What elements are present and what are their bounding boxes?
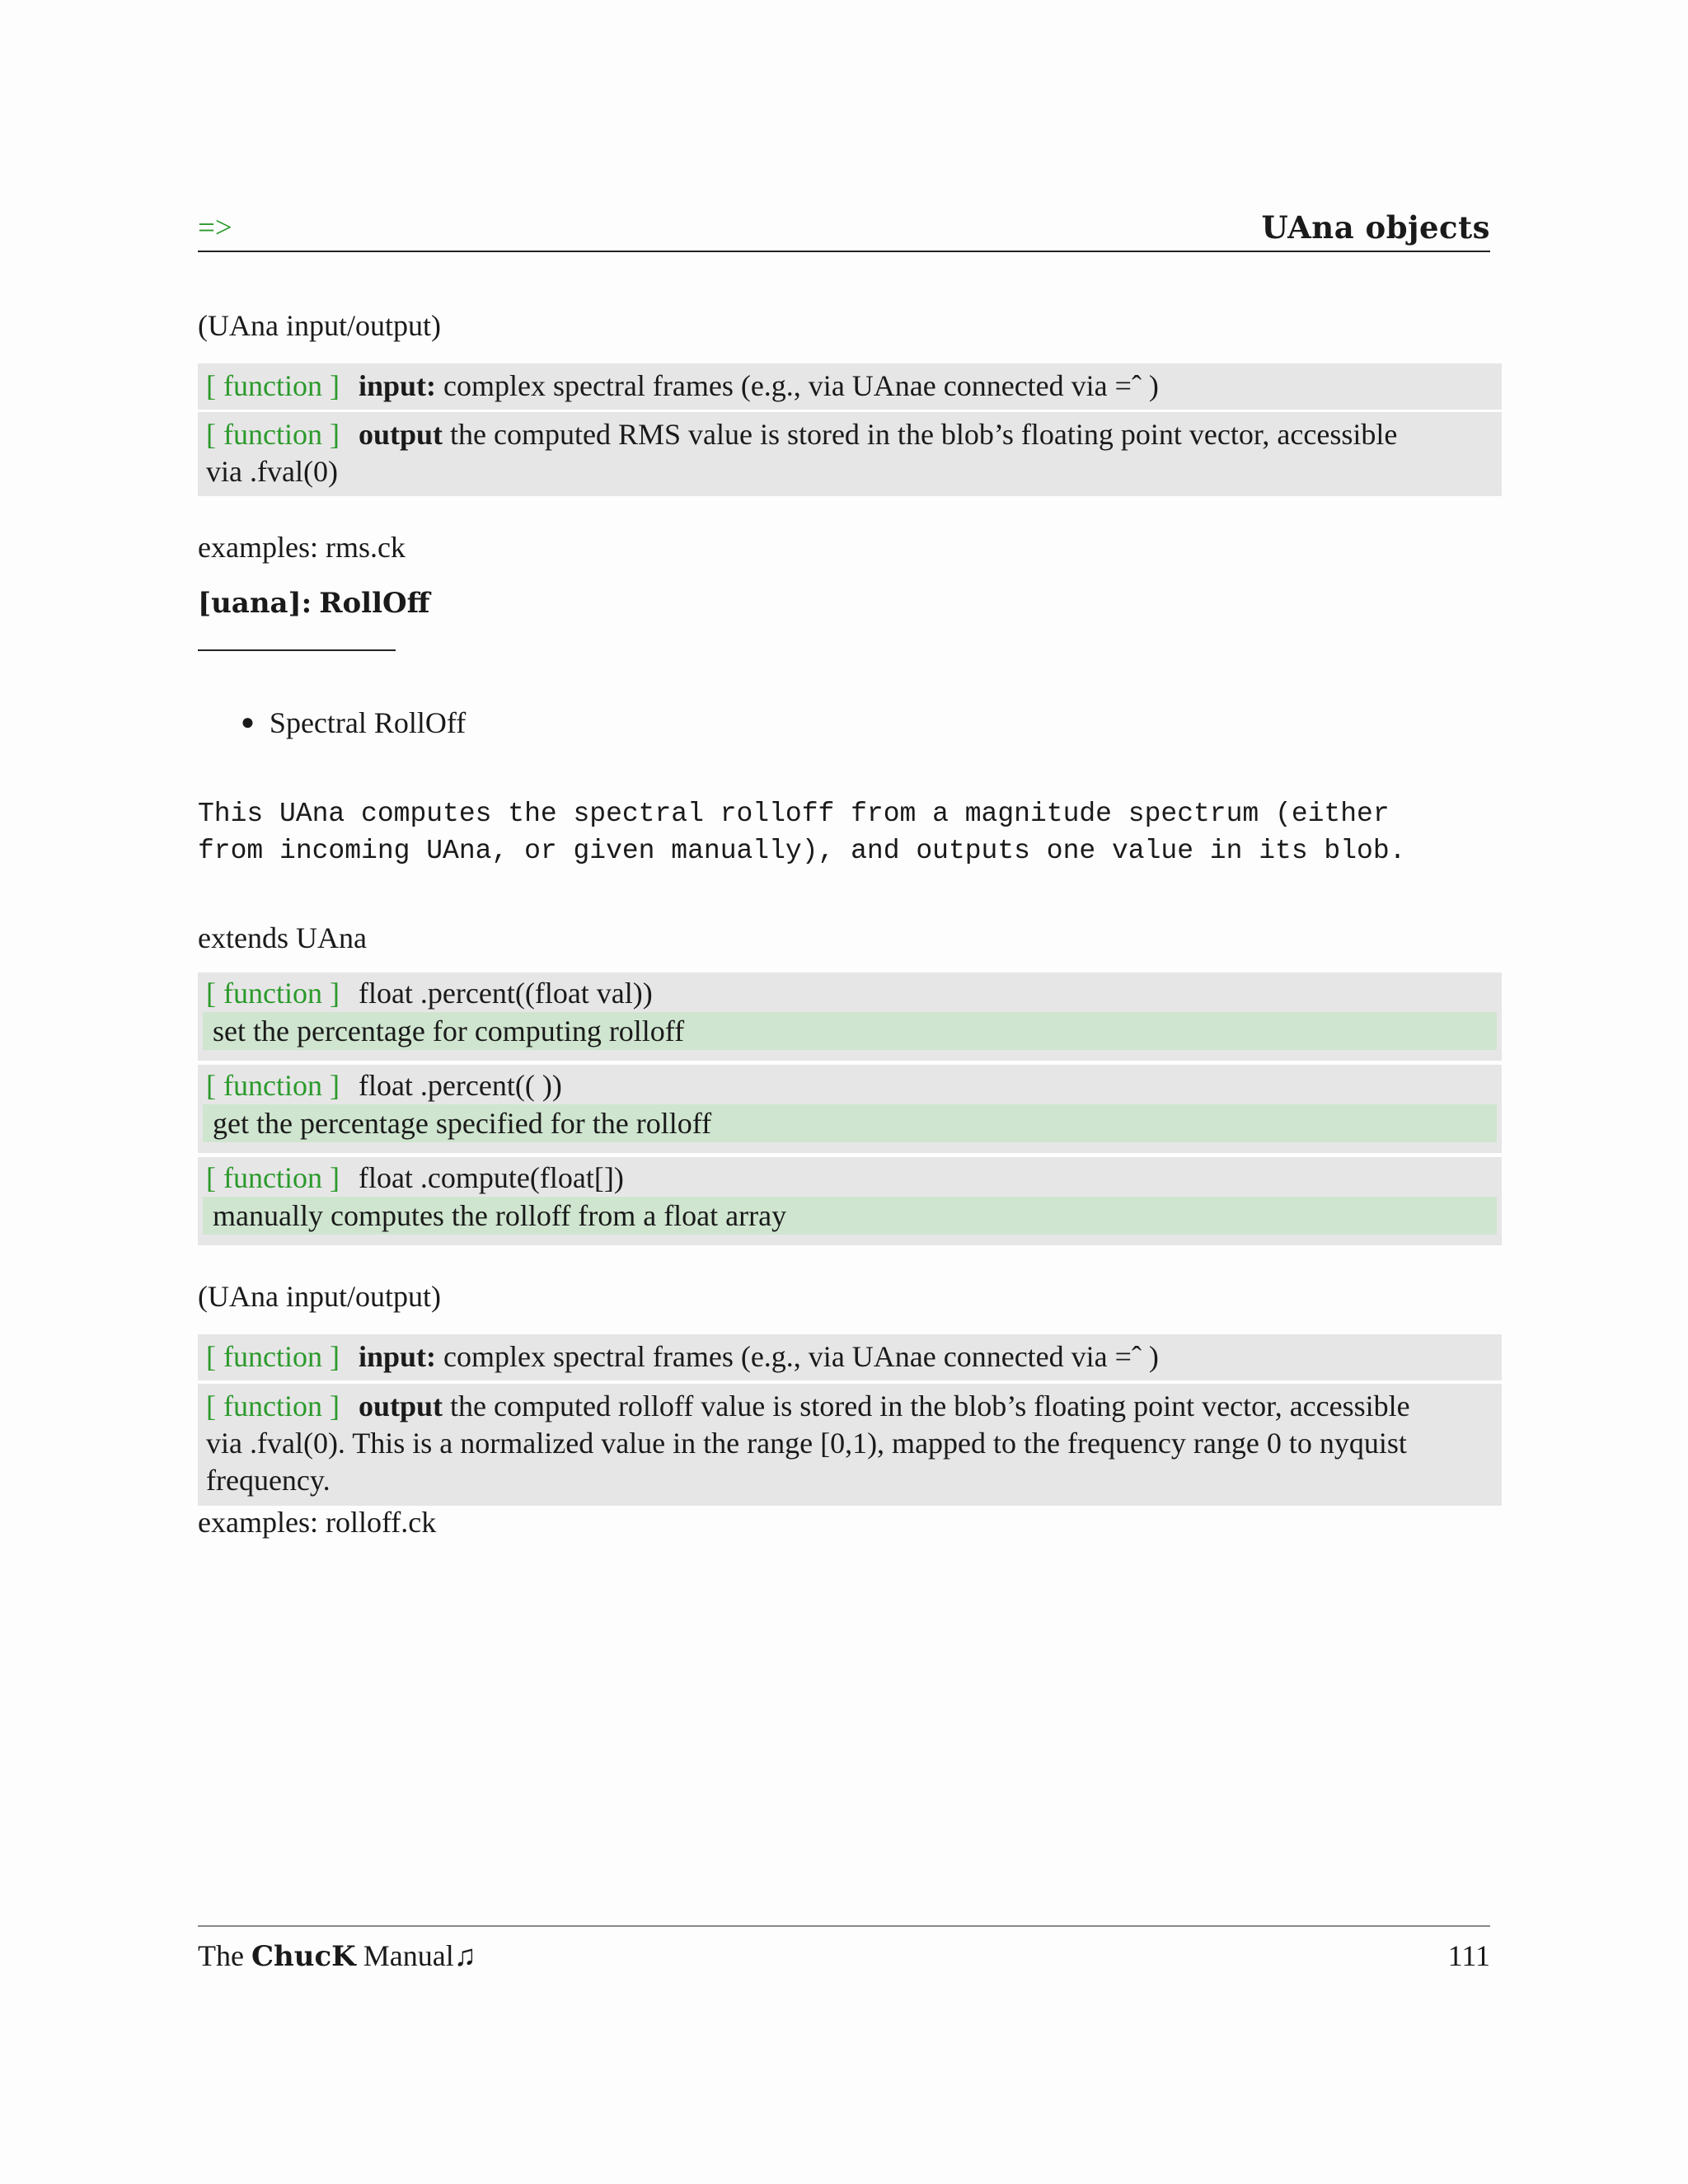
function-tag: [ function ] bbox=[206, 1390, 340, 1422]
bullet-icon: ● bbox=[241, 710, 255, 735]
input-description: complex spectral frames (e.g., via UAnae connected via =ˆ ) bbox=[443, 1340, 1159, 1373]
manual-page bbox=[198, 0, 1500, 2184]
footer-rule bbox=[198, 1925, 1490, 1927]
function-box-input bbox=[198, 363, 1502, 410]
function-tag: [ function ] bbox=[206, 977, 340, 1010]
function-box-output bbox=[198, 412, 1502, 496]
output-description: the computed rolloff value is stored in the blob’s floating point vector, accessible bbox=[450, 1390, 1410, 1422]
uana-title bbox=[198, 585, 430, 620]
function-tag: [ function ] bbox=[206, 418, 340, 451]
method-percent-set bbox=[198, 972, 1502, 1061]
input-description: complex spectral frames (e.g., via UAnae connected via =ˆ ) bbox=[443, 369, 1159, 402]
function-tag: [ function ] bbox=[206, 1161, 340, 1194]
output-label: output bbox=[358, 1390, 443, 1422]
footer-prefix: The bbox=[198, 1939, 244, 1972]
examples-text: examples: rolloff.ck bbox=[198, 1506, 437, 1539]
bullet-text: Spectral RollOff bbox=[269, 706, 467, 739]
footer-suffix: Manual♫ bbox=[363, 1939, 476, 1972]
output-label: output bbox=[358, 418, 443, 451]
function-tag: [ function ] bbox=[206, 369, 340, 402]
io-heading: (UAna input/output) bbox=[198, 309, 441, 342]
method-description: set the percentage for computing rolloff bbox=[203, 1012, 1497, 1050]
examples-text: examples: rms.ck bbox=[198, 531, 406, 564]
input-label: input: bbox=[358, 369, 436, 402]
method-description: manually computes the rolloff from a float array bbox=[203, 1197, 1497, 1235]
section-title: UAna objects bbox=[1261, 209, 1490, 246]
function-tag: [ function ] bbox=[206, 1340, 340, 1373]
method-percent-get bbox=[198, 1065, 1502, 1153]
description-line-1: This UAna computes the spectral rolloff from a magnitude spectrum (either bbox=[198, 799, 1390, 829]
uana-title-name: RollOff bbox=[319, 587, 430, 620]
page-number: 111 bbox=[1447, 1939, 1490, 1972]
method-description: get the percentage specified for the rolloff bbox=[203, 1104, 1497, 1142]
uana-title-prefix: [uana]: bbox=[198, 587, 312, 620]
io-heading: (UAna input/output) bbox=[198, 1280, 441, 1313]
description-line-2: from incoming UAna, or given manually), and outputs one value in its blob. bbox=[198, 836, 1406, 866]
method-signature: float .percent((float val)) bbox=[358, 977, 653, 1010]
extends-text: extends UAna bbox=[198, 921, 367, 954]
input-label: input: bbox=[358, 1340, 436, 1373]
chuck-arrow-symbol: => bbox=[198, 211, 232, 245]
method-signature: float .percent(( )) bbox=[358, 1069, 562, 1102]
page-header bbox=[198, 204, 1490, 252]
output-description: the computed RMS value is stored in the blob’s floating point vector, accessible bbox=[450, 418, 1398, 451]
method-compute bbox=[198, 1157, 1502, 1245]
function-box-input bbox=[198, 1334, 1502, 1380]
footer-title bbox=[198, 1938, 476, 1973]
bullet-item bbox=[241, 705, 466, 740]
title-underline bbox=[198, 649, 396, 651]
function-tag: [ function ] bbox=[206, 1069, 340, 1102]
output-description-cont: via .fval(0) bbox=[206, 455, 338, 488]
method-signature: float .compute(float[]) bbox=[358, 1161, 624, 1194]
output-description-cont: frequency. bbox=[206, 1464, 331, 1497]
footer-brand: ChucK bbox=[251, 1940, 356, 1973]
function-box-output bbox=[198, 1384, 1502, 1506]
output-description-cont: via .fval(0). This is a normalized value in the range [0,1), mapped to the frequency range 0 to nyquist bbox=[206, 1427, 1407, 1460]
